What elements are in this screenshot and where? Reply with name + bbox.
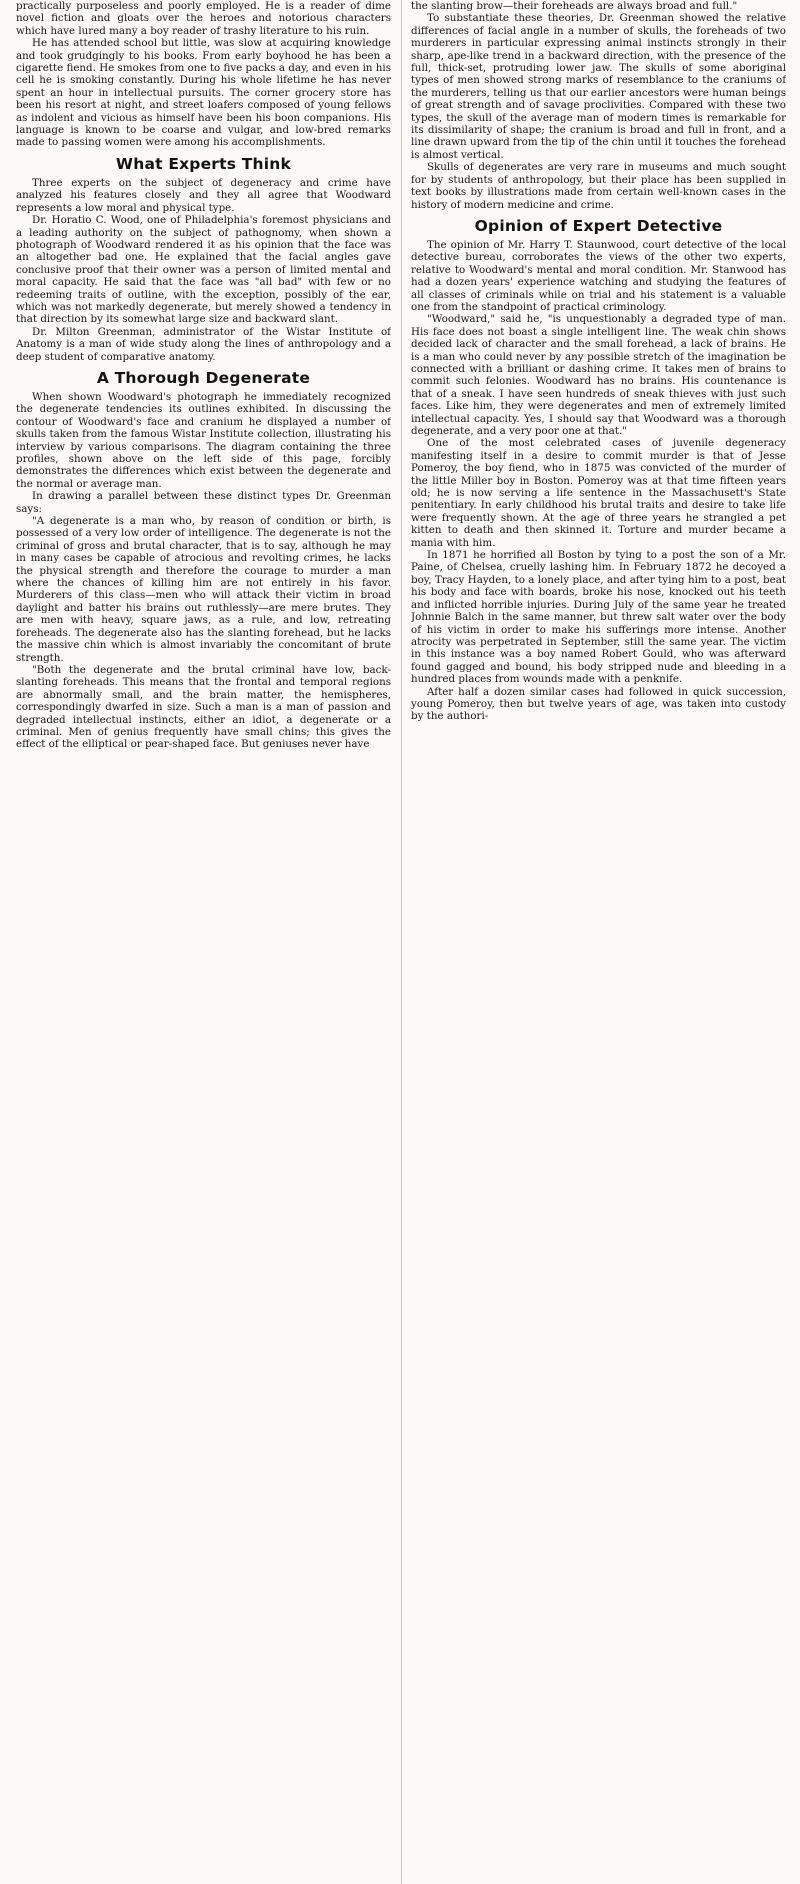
- paragraph: The opinion of Mr. Harry T. Staunwood, court detective of the local detective bureau, corroborates the views of the other two experts, relative to Woodward's mental and moral condition. Mr. Stanwood has had a dozen years' experience watching and studying the features of all classes of criminals while on trial and his statement is a valuable one from the standpoint of practical criminology.: [411, 238, 786, 313]
- section-heading: What Experts Think: [115, 154, 292, 173]
- right-column: [411, 0, 786, 1884]
- paragraph: "Both the degenerate and the brutal criminal have low, back-slanting foreheads. This means that the frontal and temporal regions are abnormally small, and the brain matter, the hemispheres, correspondingly dwarfed in size. Such a man is a man of passion and degraded intellectual instincts, either an idiot, a degenerate or a criminal. Men of genius frequently have small chins; this gives the effect of the elliptical or pear-shaped face. But geniuses never have: [16, 663, 391, 751]
- section-heading: A Thorough Degenerate: [96, 368, 311, 387]
- paragraph: Dr. Horatio C. Wood, one of Philadelphia's foremost physicians and a leading authority on the subject of pathognomy, when shown a photograph of Woodward rendered it as his opinion that the face was an altogether bad one. He explained that the facial angles gave conclusive proof that their owner was a person of limited mental and moral capacity. He said that the face was "all bad" with few or no redeeming traits of outline, with the exception, possibly of the ear, which was not markedly degenerate, but merely showed a tendency in that direction by its somewhat large size and backward slant.: [16, 214, 391, 326]
- paragraph: To substantiate these theories, Dr. Greenman showed the relative differences of facial angle in a number of skulls, the foreheads of two murderers in particular expressing animal instincts strongly in their sharp, ape-like trend in a backward direction, with the presence of the full, thick-set, protruding lower jaw. The skulls of some aboriginal types of men showed strong marks of resemblance to the craniums of the murderers, telling us that our earlier ancestors were human beings of great strength and of savage proclivities. Compared with these two types, the skull of the average man of modern times is remarkable for its dissimilarity of shape; the cranium is broad and full in front, and a line drawn upward from the tip of the chin until it touches the forehead is almost vertical.: [411, 12, 786, 161]
- paragraph: When shown Woodward's photograph he immediately recognized the degenerate tendencies its outlines exhibited. In discussing the contour of Woodward's face and cranium he displayed a number of skulls taken from the famous Wistar Institute collection, illustrating his interview by various comparisons. The diagram containing the three profiles, shown above on the left side of this page, forcibly demonstrates the differences which exist between the degenerate and the normal or average man.: [16, 390, 391, 490]
- paragraph: Skulls of degenerates are very rare in museums and much sought for by students of anthropology, but their place has been supplied in text books by illustrations made from certain well-known cases in the history of modern medicine and crime.: [411, 161, 786, 211]
- paragraph: Dr. Milton Greenman, administrator of the Wistar Institute of Anatomy is a man of wide study along the lines of anthropology and a deep student of comparative anatomy.: [16, 325, 391, 363]
- paragraph: After half a dozen similar cases had followed in quick succession, young Pomeroy, then but twelve years of age, was taken into custody by the authori-: [411, 685, 786, 723]
- paragraph: "A degenerate is a man who, by reason of condition or birth, is possessed of a very low order of intelligence. The degenerate is not the criminal of gross and brutal character, that is to say, although he may in many cases be capable of atrocious and revolting crimes, he lacks the physical strength and therefore the courage to murder a man where the chances of killing him are not entirely in his favor. Murderers of this class—men who will attack their victim in broad daylight and batter his brains out ruthlessly—are mere brutes. They are men with heavy, square jaws, as a rule, and low, retreating foreheads. The degenerate also has the slanting forehead, but he lacks the massive chin which is almost invariably the concomitant of brute strength.: [16, 515, 391, 664]
- paragraph: practically purposeless and poorly employed. He is a reader of dime novel fiction and gloats over the heroes and notorious characters which have lured many a boy reader of trashy literature to his ruin.: [16, 0, 391, 37]
- left-column: [16, 0, 391, 1884]
- column-divider: [401, 0, 402, 1884]
- paragraph: One of the most celebrated cases of juvenile degeneracy manifesting itself in a desire to commit murder is that of Jesse Pomeroy, the boy fiend, who in 1875 was convicted of the murder of the little Miller boy in Boston. Pomeroy was at that time fifteen years old; he is now serving a life sentence in the Massachusett's State penitentiary. In early childhood his brutal traits and desire to take life were frequently shown. At the age of three years he strangled a pet kitten to death and then skinned it. Torture and murder became a mania with him.: [411, 437, 786, 549]
- paragraph: In drawing a parallel between these distinct types Dr. Greenman says:: [16, 490, 391, 515]
- section-heading: Opinion of Expert Detective: [474, 216, 723, 235]
- paragraph: He has attended school but little, was slow at acquiring knowledge and took grudgingly to his books. From early boyhood he has been a cigarette fiend. He smokes from one to five packs a day, and even in his cell he is smoking constantly. During his whole lifetime he has never spent an hour in intellectual pursuits. The corner grocery store has been his resort at night, and street loafers composed of young fellows as indolent and vicious as himself have been his boon companions. His language is known to be coarse and vulgar, and low-bred remarks made to passing women were among his accomplishments.: [16, 37, 391, 149]
- paragraph: Three experts on the subject of degeneracy and crime have analyzed his features closely and they all agree that Woodward represents a low moral and physical type.: [16, 176, 391, 214]
- paragraph: the slanting brow—their foreheads are always broad and full.": [411, 0, 738, 12]
- paragraph: In 1871 he horrified all Boston by tying to a post the son of a Mr. Paine, of Chelsea, cruelly lashing him. In February 1872 he decoyed a boy, Tracy Hayden, to a lonely place, and after tying him to a post, beat his body and face with boards, broke his nose, knocked out his teeth and inflicted horrible injuries. During July of the same year he treated Johnnie Balch in the same manner, but threw salt water over the body of his victim in order to make his sufferings more intense. Another atrocity was perpetrated in September, still the same year. The victim in this instance was a boy named Robert Gould, who was afterward found gagged and bound, his body stripped nude and bleeding in a hundred places from wounds made with a penknife.: [411, 549, 786, 686]
- paragraph: "Woodward," said he, "is unquestionably a degraded type of man. His face does not boast a single intelligent line. The weak chin shows decided lack of character and the small forehead, a lack of brains. He is a man who could never by any possible stretch of the imagination be connected with a brilliant or dashing crime. It takes men of brains to commit such felonies. Woodward has no brains. His countenance is that of a sneak. I have seen hundreds of sneak thieves with just such faces. Like him, they were degenerates and men of extremely limited intellectual capacity. Yes, I should say that Woodward was a thorough degenerate, and a very poor one at that.": [411, 313, 786, 437]
